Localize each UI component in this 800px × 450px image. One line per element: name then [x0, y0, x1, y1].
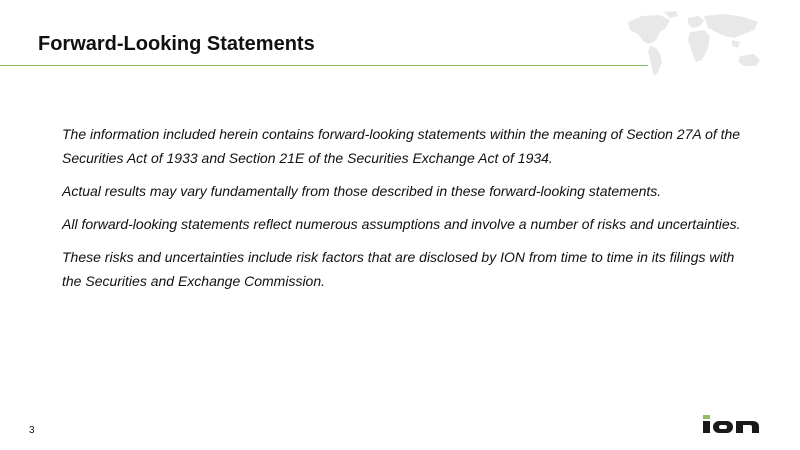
statement-paragraph: Actual results may vary fundamentally from those described in these forward-looking statements.: [62, 183, 662, 199]
slide-title: Forward-Looking Statements: [38, 33, 315, 55]
statement-paragraph: These risks and uncertainties include risk factors that are disclosed by ION from time to time in its filings with the Securities and Exchange Commission.: [62, 249, 735, 289]
statement-paragraph: All forward-looking statements reflect numerous assumptions and involve a number of risks and uncertainties.: [62, 216, 741, 232]
statement-body: [62, 122, 742, 302]
world-map-icon: [620, 8, 770, 78]
title-underline: [0, 65, 648, 66]
ion-logo: [702, 414, 760, 434]
statement-paragraph: The information included herein contains forward-looking statements within the meaning of Section 27A of the Securities Act of 1933 and Section 21E of the Securities Exchange Act of 1934.: [62, 126, 741, 166]
page-number: 3: [29, 425, 35, 436]
